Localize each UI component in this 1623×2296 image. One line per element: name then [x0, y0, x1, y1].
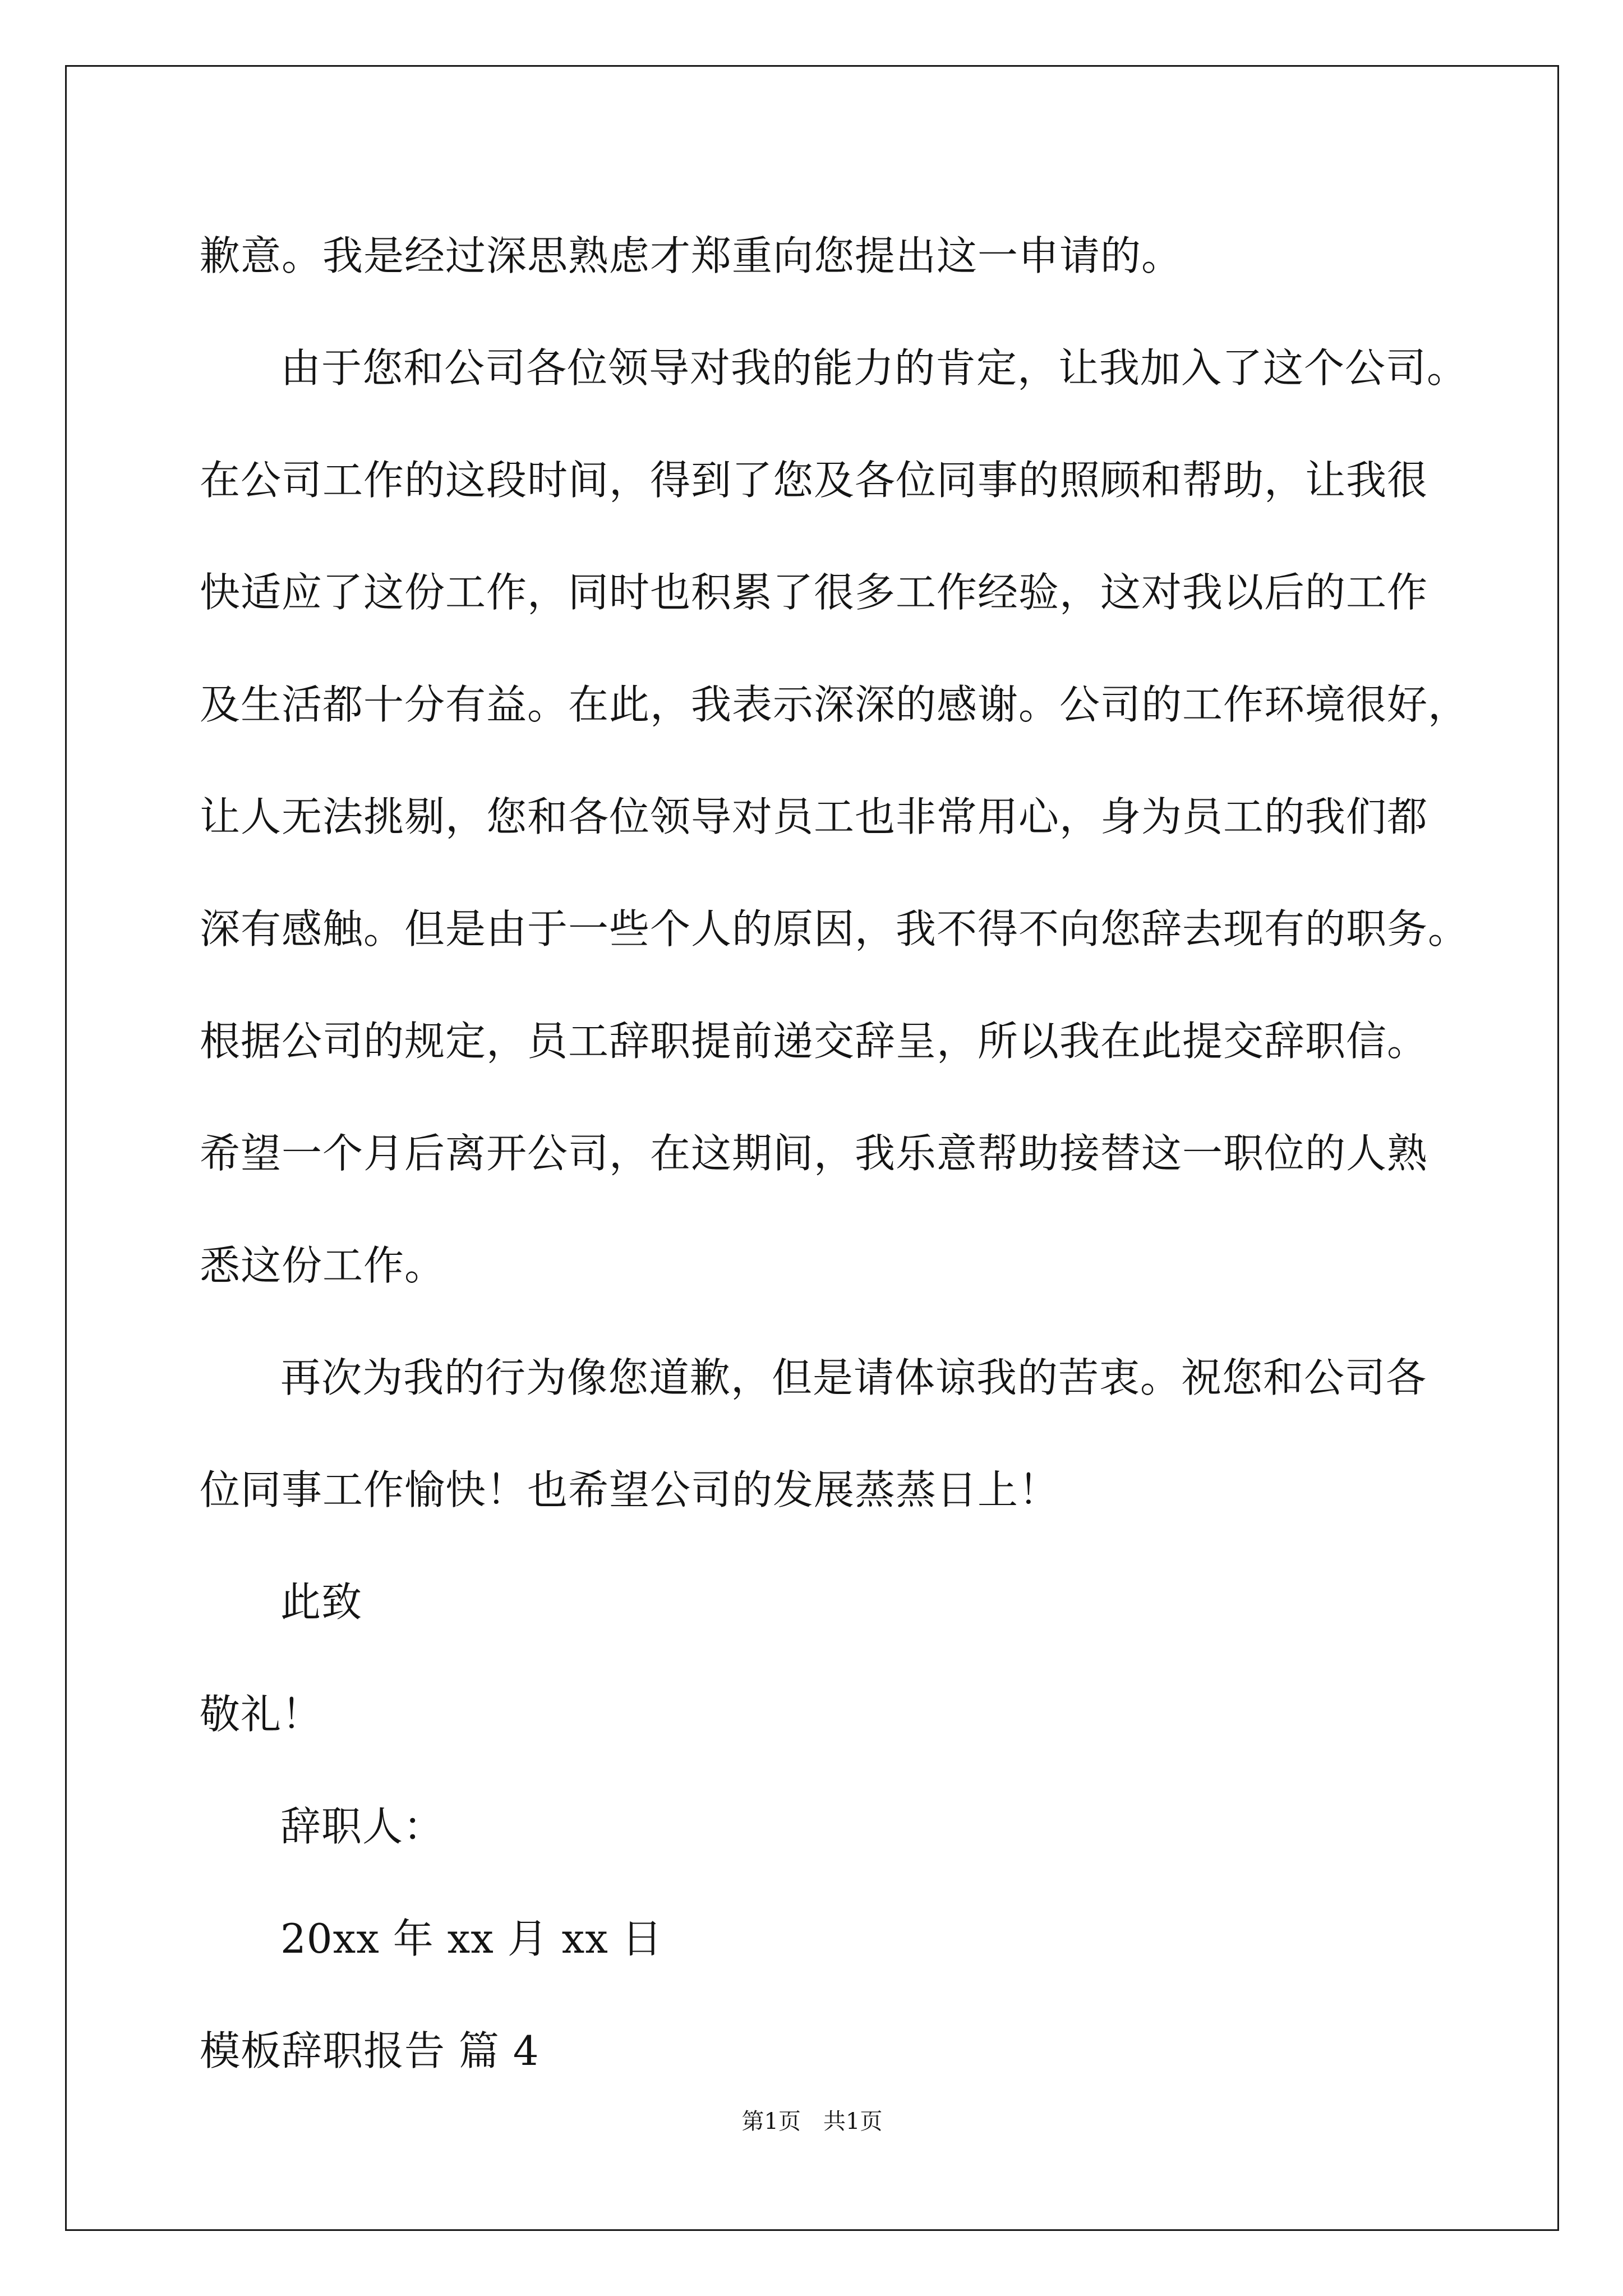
paragraph-start-line: 再次为我的行为像您道歉，但是请体谅我的苦衷。祝您和公司各 — [280, 1354, 1427, 1401]
text-line: 在公司工作的这段时间，得到了您及各位同事的照顾和帮助，让我很 — [200, 457, 1428, 504]
text-line: 快适应了这份工作，同时也积累了很多工作经验，这对我以后的工作 — [200, 569, 1428, 616]
document-page — [65, 65, 1559, 2231]
text-line: 及生活都十分有益。在此，我表示深深的感谢。公司的工作环境很好， — [200, 681, 1469, 728]
closing-regards: 敬礼！ — [200, 1691, 323, 1738]
text-line: 深有感触。但是由于一些个人的原因，我不得不向您辞去现有的职务。 — [200, 905, 1469, 953]
date-line: 20xx 年 xx 月 xx 日 — [280, 1915, 663, 1962]
text-line: 希望一个月后离开公司，在这期间，我乐意帮助接替这一职位的人熟 — [200, 1130, 1428, 1177]
text-line: 位同事工作愉快！也希望公司的发展蒸蒸日上！ — [200, 1466, 1060, 1513]
text-line: 悉这份工作。 — [200, 1242, 446, 1289]
text-line: 根据公司的规定，员工辞职提前递交辞呈，所以我在此提交辞职信。 — [200, 1018, 1428, 1065]
closing-salutation: 此致 — [280, 1579, 363, 1626]
signature-label: 辞职人： — [280, 1803, 445, 1850]
paragraph-start-line: 由于您和公司各位领导对我的能力的肯定，让我加入了这个公司。 — [280, 344, 1468, 392]
page-footer: 第1页 共1页 — [741, 2109, 883, 2134]
text-line: 让人无法挑剔，您和各位领导对员工也非常用心，身为员工的我们都 — [200, 793, 1428, 840]
section-heading: 模板辞职报告 篇 4 — [200, 2027, 540, 2074]
text-line: 歉意。我是经过深思熟虑才郑重向您提出这一申请的。 — [200, 232, 1183, 279]
